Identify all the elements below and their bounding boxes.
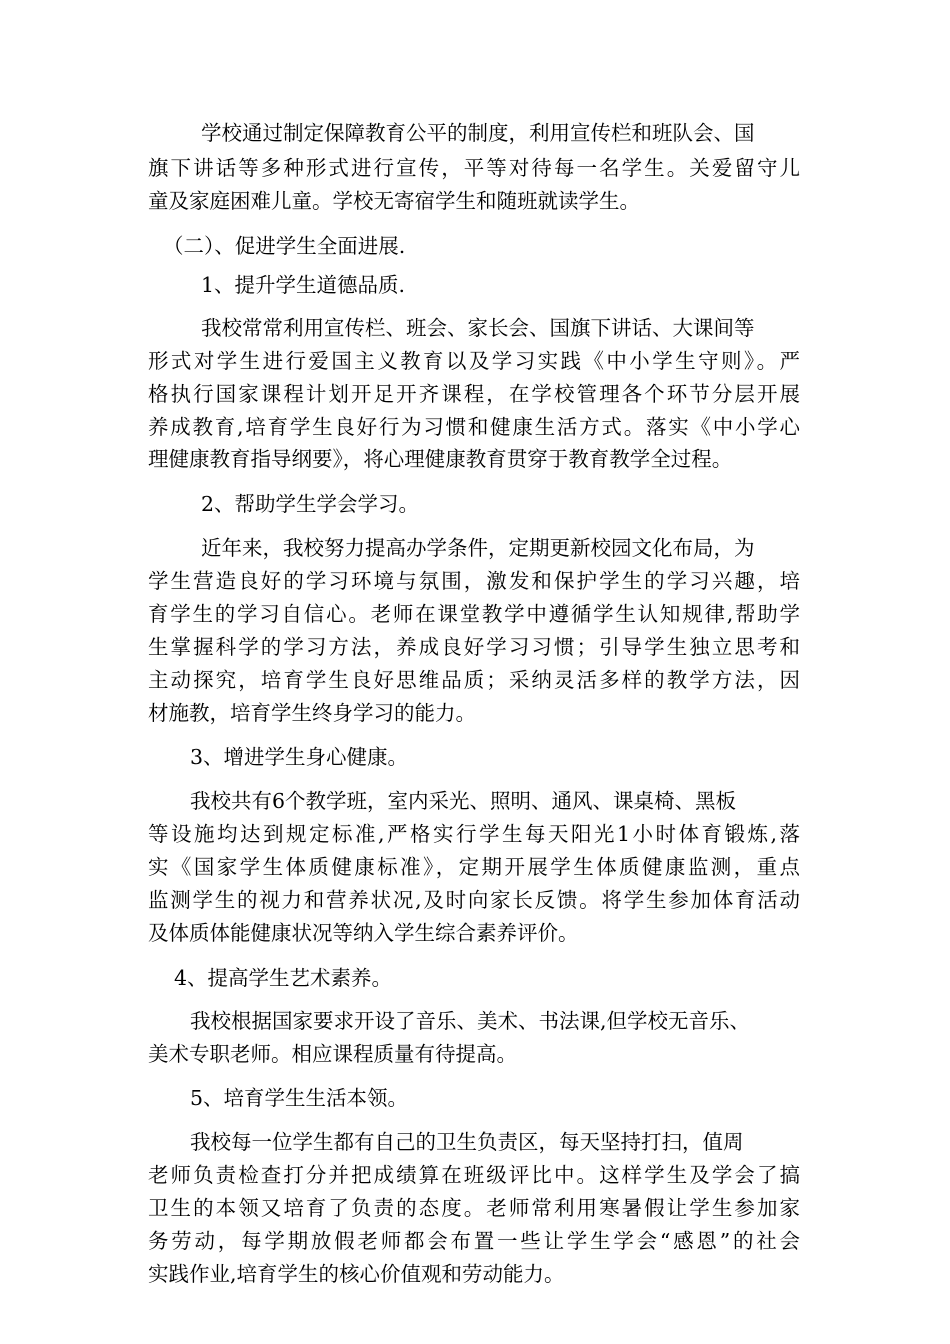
paragraph-line: 主动探究，培育学生良好思维品质；采纳灵活多样的教学方法，因	[148, 668, 800, 692]
paragraph-line: 育学生的学习自信心。老师在课堂教学中遵循学生认知规律,帮助学	[148, 602, 800, 626]
paragraph-line: 童及家庭困难儿童。学校无寄宿学生和随班就读学生。	[148, 189, 640, 213]
paragraph-line: 理健康教育指导纲要》，将心理健康教育贯穿于教育教学全过程。	[148, 447, 733, 471]
paragraph-line: 旗下讲话等多种形式进行宣传，平等对待每一名学生。关爱留守儿	[148, 156, 800, 180]
paragraph-line: 及体质体能健康状况等纳入学生综合素养评价。	[148, 921, 579, 945]
paragraph-line: 学生营造良好的学习环境与氛围，激发和保护学生的学习兴趣，培	[148, 569, 800, 593]
paragraph-line: 学校通过制定保障教育公平的制度，利用宣传栏和班队会、国	[201, 121, 755, 145]
paragraph-line: 实践作业,培育学生的核心价值观和劳动能力。	[148, 1262, 565, 1286]
paragraph-line: 养成教育,培育学生良好行为习惯和健康生活方式。落实《中小学心	[148, 415, 800, 439]
subsection-heading: 3、增进学生身心健康。	[190, 745, 409, 769]
paragraph-line: 生掌握科学的学习方法，养成良好学习习惯；引导学生独立思考和	[148, 635, 800, 659]
section-heading: （二）、促进学生全面进展.	[163, 234, 406, 258]
subsection-heading: 5、培育学生生活本领。	[190, 1086, 409, 1110]
paragraph-line: 实《国家学生体质健康标准》，定期开展学生体质健康监测，重点	[148, 855, 800, 879]
subsection-heading: 4、提高学生艺术素养。	[174, 966, 393, 990]
paragraph-line: 我校每一位学生都有自己的卫生负责区，每天坚持打扫，值周	[190, 1130, 744, 1154]
paragraph-line: 美术专职老师。相应课程质量有待提高。	[148, 1042, 517, 1066]
paragraph-line: 务劳动，每学期放假老师都会布置一些让学生学会“感恩”的社会	[148, 1229, 800, 1253]
paragraph-line: 材施教，培育学生终身学习的能力。	[148, 701, 476, 725]
paragraph-line: 形式对学生进行爱国主义教育以及学习实践《中小学生守则》。严	[148, 349, 800, 373]
paragraph-line: 我校根据国家要求开设了音乐、美术、书法课,但学校无音乐、	[190, 1009, 751, 1033]
subsection-heading: 1、提升学生道德品质.	[201, 273, 406, 297]
paragraph-line: 格执行国家课程计划开足开齐课程，在学校管理各个环节分层开展	[148, 382, 800, 406]
subsection-heading: 2、帮助学生学会学习。	[201, 492, 420, 516]
paragraph-line: 我校常常利用宣传栏、班会、家长会、国旗下讲话、大课间等	[201, 316, 755, 340]
paragraph-line: 我校共有6个教学班，室内采光、照明、通风、课桌椅、黑板	[190, 789, 737, 813]
paragraph-line: 老师负责检查打分并把成绩算在班级评比中。这样学生及学会了搞	[148, 1163, 800, 1187]
paragraph-line: 监测学生的视力和营养状况,及时向家长反馈。将学生参加体育活动	[148, 888, 800, 912]
paragraph-line: 近年来，我校努力提高办学条件，定期更新校园文化布局，为	[201, 536, 755, 560]
paragraph-line: 卫生的本领又培育了负责的态度。老师常利用寒暑假让学生参加家	[148, 1196, 800, 1220]
paragraph-line: 等设施均达到规定标准,严格实行学生每天阳光1小时体育锻炼,落	[148, 822, 800, 846]
